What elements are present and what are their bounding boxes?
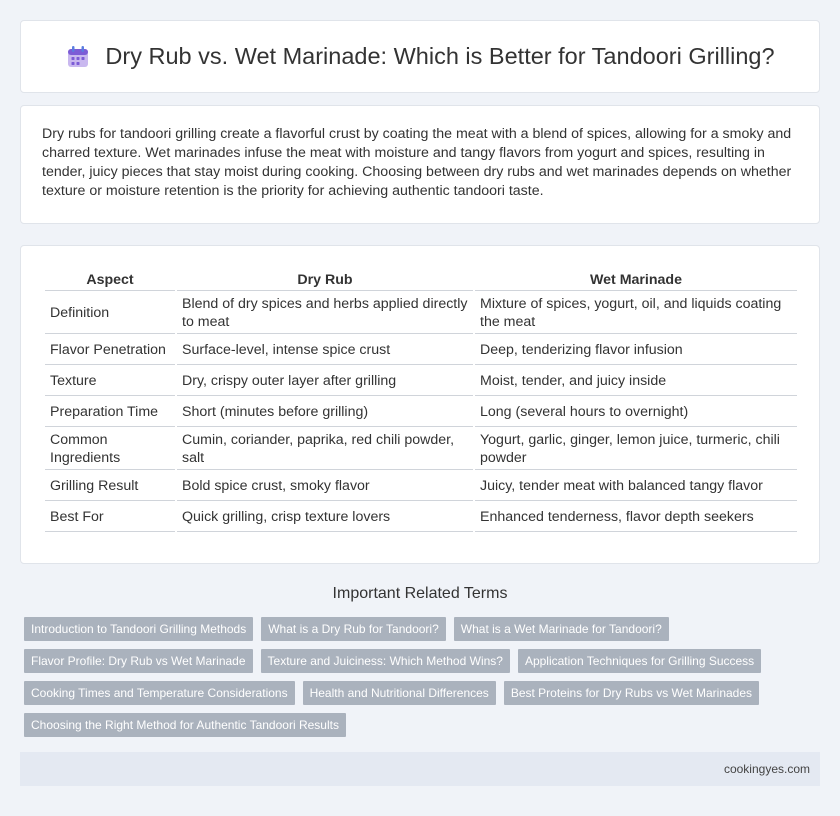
intro-card [20,105,820,224]
page-title: Dry Rub vs. Wet Marinade: Which is Better for Tandoori Grilling? [105,43,775,69]
related-term-link[interactable]: Cooking Times and Temperature Considerations [24,681,295,705]
table-cell: Surface-level, intense spice crust [177,336,473,365]
comparison-table [43,266,799,534]
table-cell: Flavor Penetration [45,336,175,365]
related-term-link[interactable]: Flavor Profile: Dry Rub vs Wet Marinade [24,649,253,673]
table-header-row [45,268,797,291]
calendar-icon [65,44,91,70]
header-aspect: Aspect [45,268,175,291]
table-row [45,503,797,532]
footer [20,752,820,786]
tag-row [24,713,804,737]
table-cell: Mixture of spices, yogurt, oil, and liquids coating the meat [475,293,797,334]
tag-row [24,617,804,641]
tag-row [24,649,804,673]
table-cell: Quick grilling, crisp texture lovers [177,503,473,532]
related-term-link[interactable]: Introduction to Tandoori Grilling Methods [24,617,253,641]
header-dry-rub: Dry Rub [177,268,473,291]
title-wrap [65,43,774,70]
related-terms-title: Important Related Terms [332,585,508,602]
table-cell: Dry, crispy outer layer after grilling [177,367,473,396]
table-row [45,472,797,501]
related-terms-list [24,617,804,745]
table-cell: Deep, tenderizing flavor infusion [475,336,797,365]
related-term-link[interactable]: What is a Wet Marinade for Tandoori? [454,617,669,641]
table-cell: Grilling Result [45,472,175,501]
table-row [45,367,797,396]
table-cell: Short (minutes before grilling) [177,398,473,427]
table-cell: Cumin, coriander, paprika, red chili powder, salt [177,429,473,470]
intro-paragraph: Dry rubs for tandoori grilling create a flavorful crust by coating the meat with a blend of spices, allowing for a smoky and charred texture. Wet marinades infuse the meat with moisture and tangy flavors from yogurt and spices, resulting in tender, juicy pieces that stay moist during cooking. Choosing between dry rubs and wet marinades depends on whether texture or moisture retention is the priority for achieving authentic tandoori taste. [42,126,792,199]
table-cell: Long (several hours to overnight) [475,398,797,427]
related-term-link[interactable]: Choosing the Right Method for Authentic Tandoori Results [24,713,346,737]
footer-domain[interactable]: cookingyes.com [723,762,810,776]
table-row [45,336,797,365]
related-term-link[interactable]: Best Proteins for Dry Rubs vs Wet Marinades [504,681,759,705]
related-term-link[interactable]: Texture and Juiciness: Which Method Wins? [261,649,510,673]
table-row [45,429,797,470]
table-cell: Blend of dry spices and herbs applied directly to meat [177,293,473,334]
related-term-link[interactable]: Health and Nutritional Differences [303,681,496,705]
table-cell: Bold spice crust, smoky flavor [177,472,473,501]
table-cell: Definition [45,293,175,334]
table-cell: Juicy, tender meat with balanced tangy flavor [475,472,797,501]
tag-row [24,681,804,705]
table-cell: Common Ingredients [45,429,175,470]
table-cell: Moist, tender, and juicy inside [475,367,797,396]
header-wet-marinade: Wet Marinade [475,268,797,291]
table-cell: Enhanced tenderness, flavor depth seekers [475,503,797,532]
related-term-link[interactable]: Application Techniques for Grilling Success [518,649,761,673]
related-term-link[interactable]: What is a Dry Rub for Tandoori? [261,617,446,641]
table-row [45,293,797,334]
comparison-table-card [20,245,820,564]
table-cell: Best For [45,503,175,532]
table-row [45,398,797,427]
table-cell: Yogurt, garlic, ginger, lemon juice, turmeric, chili powder [475,429,797,470]
table-cell: Texture [45,367,175,396]
header-card [20,20,820,93]
table-cell: Preparation Time [45,398,175,427]
